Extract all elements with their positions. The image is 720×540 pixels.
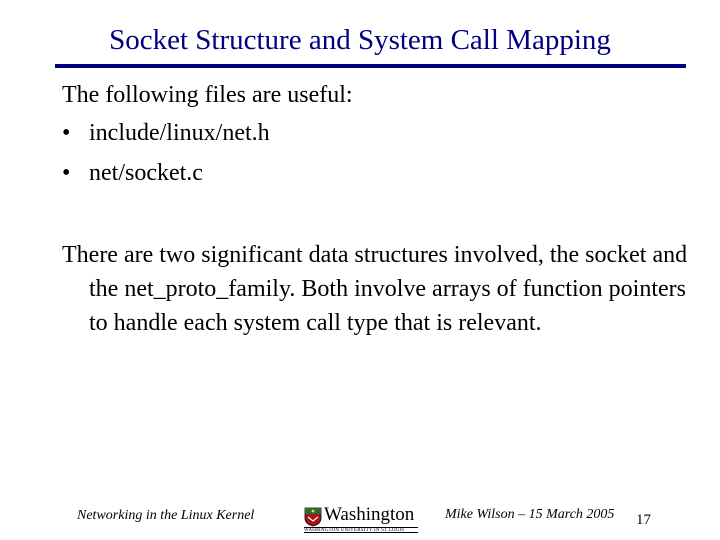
- bullet-marker: •: [62, 160, 71, 186]
- shield-icon: [304, 507, 322, 527]
- logo-subtitle: WASHINGTON UNIVERSITY IN ST LOUIS: [304, 527, 418, 533]
- title-divider: [55, 64, 686, 68]
- list-item: [62, 118, 270, 148]
- page-number: 17: [636, 512, 651, 528]
- file-list: [62, 118, 270, 198]
- footer-course-title: Networking in the Linux Kernel: [77, 508, 255, 523]
- list-item-text: include/linux/net.h: [89, 120, 270, 146]
- list-item-text: net/socket.c: [89, 160, 203, 186]
- bullet-marker: •: [62, 120, 71, 146]
- slide-title: Socket Structure and System Call Mapping: [109, 24, 611, 56]
- logo-wordmark: Washington: [324, 504, 415, 525]
- list-item: [62, 158, 270, 188]
- footer-author-date: Mike Wilson – 15 March 2005: [445, 507, 615, 522]
- intro-text: The following files are useful:: [62, 82, 353, 108]
- body-paragraph: There are two significant data structures involved, the socket and the net_proto_family. Both involve arrays of function pointers to handle each system call type that is relevant.: [62, 242, 688, 336]
- university-logo: [304, 504, 418, 535]
